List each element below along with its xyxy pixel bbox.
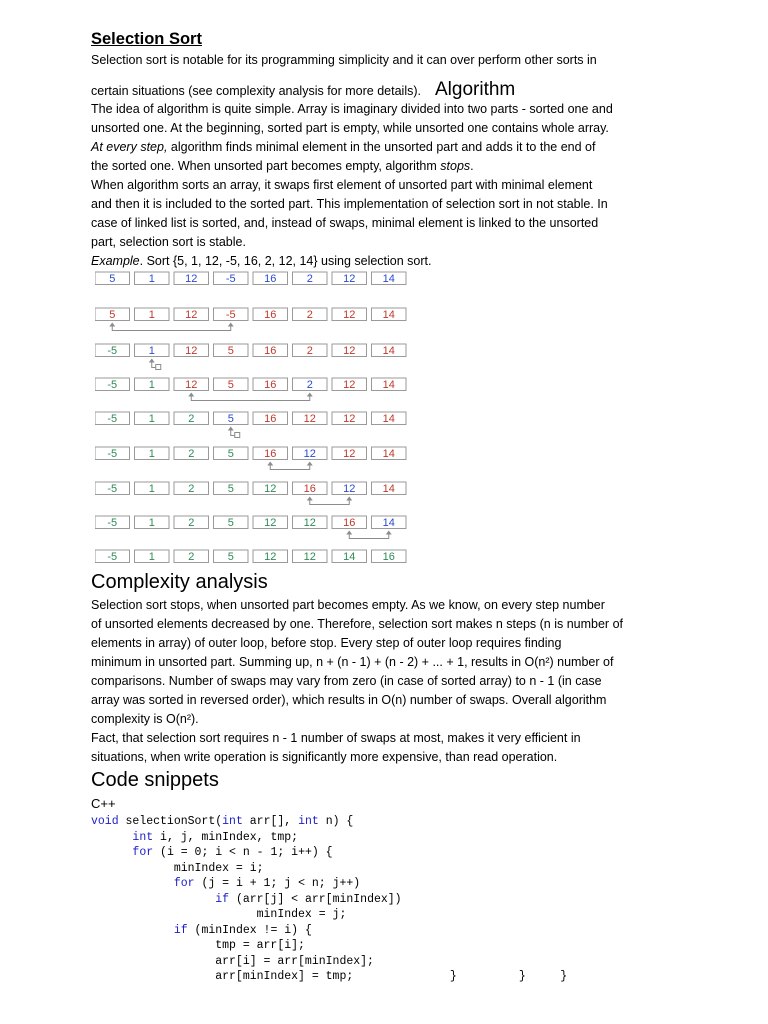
diagram-cell-value: 12 (185, 345, 198, 357)
code-line (91, 892, 567, 908)
code-line (91, 830, 567, 846)
swap-connector (191, 396, 310, 401)
diagram-cell-value: 1 (148, 483, 155, 495)
diagram-cell-value: 12 (264, 483, 277, 495)
code-line (91, 923, 567, 939)
diagram-cell-value: 12 (343, 309, 356, 321)
code-line (91, 814, 567, 830)
arrow-head-icon (307, 393, 313, 397)
algorithm-line-2: unsorted one. At the beginning, sorted part is empty, while unsorted one contains whole array. (91, 121, 609, 135)
intro-line-2-text: certain situations (see complexity analysis for more details). (91, 84, 421, 98)
diagram-cell-value: -5 (107, 345, 118, 357)
diagram-cell-value: 5 (227, 345, 234, 357)
arrow-head-icon (149, 359, 155, 363)
diagram-cell-value: 12 (343, 483, 356, 495)
diagram-cell-value: -5 (225, 273, 236, 285)
diagram-cell-value: 12 (264, 517, 277, 529)
code-keyword: if (215, 892, 230, 906)
code-text (91, 877, 174, 890)
complexity-line-5: comparisons. Number of swaps may vary from zero (in case of sorted array) to n - 1 (in case (91, 674, 602, 688)
code-text: arr[], (242, 815, 299, 828)
complexity-line-4: minimum in unsorted part. Summing up, n + (n - 1) + (n - 2) + ... + 1, results in O(n²) number of (91, 655, 614, 669)
stops-pre: the sorted one. When unsorted part becomes empty, algorithm (91, 159, 441, 173)
diagram-cell-value: 2 (188, 517, 195, 529)
arrow-head-icon (188, 393, 194, 397)
complexity-line-9: situations, when write operation is significantly more expensive, than read operation. (91, 750, 558, 764)
diagram-cell-value: 14 (382, 309, 395, 321)
swap-line-3: case of linked list is sorted, and, instead of swaps, minimal element is linked to the unsorted (91, 216, 599, 230)
diagram-cell-value: -5 (107, 517, 118, 529)
code-text: tmp = arr[i]; (91, 939, 305, 952)
code-line (91, 845, 567, 861)
code-language-label: C++ (91, 796, 116, 811)
code-keyword: void (91, 815, 119, 828)
intro-line-2 (91, 81, 515, 100)
diagram-cell-value: -5 (107, 448, 118, 460)
diagram-cell-value: 1 (148, 379, 155, 391)
code-text (91, 846, 132, 859)
code-keyword: for (132, 846, 154, 859)
diagram-cell-value: 12 (343, 345, 356, 357)
code-keyword: int (132, 830, 154, 844)
diagram-cell-value: 12 (185, 309, 198, 321)
diagram-cell-value: 16 (264, 345, 277, 357)
intro-line-1: Selection sort is notable for its programming simplicity and it can over perform other sorts in (91, 53, 597, 67)
arrow-head-icon (346, 497, 352, 501)
diagram-cell-value: 2 (188, 413, 195, 425)
complexity-line-7: complexity is O(n²). (91, 712, 199, 726)
algorithm-heading: Algorithm (435, 79, 516, 100)
diagram-cell-value: 12 (185, 379, 198, 391)
diagram-cell-value: 12 (343, 413, 356, 425)
diagram-cell-value: 14 (382, 483, 395, 495)
diagram-cell-value: 1 (148, 551, 155, 563)
code-block (91, 814, 567, 985)
code-line (91, 938, 567, 954)
arrow-head-icon (228, 427, 234, 431)
code-line (91, 907, 567, 923)
diagram-cell-value: 5 (227, 517, 234, 529)
code-heading: Code snippets (91, 769, 219, 791)
diagram-cell-value: 5 (227, 551, 234, 563)
diagram-cell-value: 16 (343, 517, 356, 529)
swap-connector (112, 326, 231, 331)
diagram-cell-value: 14 (382, 413, 395, 425)
code-text: (arr[j] < arr[minIndex]) (229, 892, 402, 906)
code-text (91, 924, 174, 937)
example-rest: . Sort {5, 1, 12, -5, 16, 2, 12, 14} using selection sort. (139, 254, 432, 268)
complexity-line-6: array was sorted in reversed order), which results in O(n) number of swaps. Overall algorithm (91, 693, 607, 707)
diagram-cell-value: 2 (306, 309, 313, 321)
diagram-cell-value: 12 (303, 517, 316, 529)
code-text: n) { (318, 815, 354, 828)
code-text: (j = i + 1; j < n; j++) (194, 877, 361, 890)
diagram-cell-value: -5 (107, 379, 118, 391)
arrow-head-icon (109, 323, 115, 327)
swap-line-1: When algorithm sorts an array, it swaps first element of unsorted part with minimal element (91, 178, 593, 192)
complexity-heading: Complexity analysis (91, 571, 268, 593)
diagram-cell-value: 12 (185, 273, 198, 285)
diagram-cell-value: -5 (107, 551, 118, 563)
diagram-cell-value: 12 (264, 551, 277, 563)
selection-sort-diagram (95, 268, 415, 568)
diagram-cell-value: 16 (264, 448, 277, 460)
complexity-line-1: Selection sort stops, when unsorted part becomes empty. As we know, on every step number (91, 598, 605, 612)
diagram-cell-value: 12 (343, 273, 356, 285)
swap-line-2: and then it is included to the sorted part. This implementation of selection sort in not stable. In (91, 197, 608, 211)
diagram-cell-value: 12 (303, 551, 316, 563)
code-text (91, 893, 215, 906)
diagram-cell-value: 1 (148, 309, 155, 321)
diagram-cell-value: 5 (227, 483, 234, 495)
diagram-cell-value: 16 (264, 413, 277, 425)
arrow-head-icon (346, 531, 352, 535)
stops-italic: stops (440, 159, 471, 173)
arrow-head-icon (307, 497, 313, 501)
stops-post: . (470, 159, 474, 173)
diagram-cell-value: 5 (227, 413, 234, 425)
arrow-head-icon (386, 531, 392, 535)
diagram-cell-value: 5 (227, 448, 234, 460)
every-step-rest: algorithm finds minimal element in the unsorted part and adds it to the end of (167, 140, 596, 154)
page-title: Selection Sort (91, 30, 202, 48)
diagram-cell-value: 5 (227, 379, 234, 391)
diagram-cell-value: 2 (306, 273, 313, 285)
diagram-cell-value: 16 (382, 551, 395, 563)
diagram-cell-value: 14 (382, 273, 395, 285)
arrow-head-icon (267, 462, 273, 466)
diagram-cell-value: 14 (382, 345, 395, 357)
swap-connector (310, 500, 350, 505)
code-keyword: for (173, 877, 195, 890)
code-text (91, 831, 132, 844)
complexity-line-8: Fact, that selection sort requires n - 1 number of swaps at most, makes it very efficient in (91, 731, 581, 745)
diagram-cell-value: 12 (343, 379, 356, 391)
code-line (91, 876, 567, 892)
diagram-cell-value: 14 (343, 551, 356, 563)
code-line (91, 969, 567, 985)
code-line (91, 954, 567, 970)
swap-connector (349, 534, 389, 539)
diagram-cell-value: 16 (264, 309, 277, 321)
complexity-line-2: of unsorted elements decreased by one. Therefore, selection sort makes n steps (n is number of (91, 617, 623, 631)
algorithm-line-3 (91, 139, 595, 156)
diagram-cell-value: 2 (306, 345, 313, 357)
algorithm-line-1: The idea of algorithm is quite simple. Array is imaginary divided into two parts - sorted one and (91, 102, 613, 116)
diagram-cell-value: 14 (382, 517, 395, 529)
algorithm-line-4 (91, 158, 474, 175)
diagram-cell-value: -5 (107, 413, 118, 425)
swap-line-4: part, selection sort is stable. (91, 235, 246, 249)
arrow-head-icon (307, 462, 313, 466)
every-step-italic: At every step, (91, 140, 168, 154)
swap-connector (270, 465, 310, 470)
no-swap-box-icon (156, 365, 161, 370)
diagram-cell-value: 1 (148, 517, 155, 529)
code-text: minIndex = j; (91, 908, 347, 921)
diagram-cell-value: 5 (109, 273, 116, 285)
code-keyword: if (173, 923, 188, 937)
diagram-cell-value: 14 (382, 379, 395, 391)
diagram-cell-value: 16 (264, 273, 277, 285)
code-line (91, 861, 567, 877)
diagram-cell-value: 2 (306, 379, 313, 391)
code-text: arr[i] = arr[minIndex]; (91, 954, 374, 968)
code-text: i, j, minIndex, tmp; (153, 830, 299, 844)
diagram-cell-value: 12 (303, 448, 316, 460)
diagram-cell-value: 1 (148, 345, 155, 357)
diagram-cell-value: 1 (148, 413, 155, 425)
code-text: arr[minIndex] = tmp; } } } (91, 970, 568, 983)
code-text: selectionSort( (118, 815, 223, 828)
example-italic: Example (91, 254, 140, 268)
complexity-line-3: elements in array) of outer loop, before stop. Every step of outer loop requires finding (91, 636, 562, 650)
diagram-cell-value: 1 (148, 448, 155, 460)
code-keyword: int (298, 815, 319, 828)
code-keyword: int (222, 815, 243, 828)
no-swap-box-icon (235, 433, 240, 438)
diagram-cell-value: 16 (303, 483, 316, 495)
diagram-cell-value: 2 (188, 483, 195, 495)
diagram-cell-value: -5 (107, 483, 118, 495)
diagram-cell-value: 2 (188, 448, 195, 460)
diagram-cell-value: -5 (225, 309, 236, 321)
code-text: (i = 0; i < n - 1; i++) { (153, 846, 333, 859)
arrow-head-icon (228, 323, 234, 327)
diagram-cell-value: 16 (264, 379, 277, 391)
code-text: (minIndex != i) { (187, 923, 312, 937)
diagram-cell-value: 12 (303, 413, 316, 425)
diagram-cell-value: 5 (109, 309, 116, 321)
diagram-cell-value: 2 (188, 551, 195, 563)
diagram-cell-value: 14 (382, 448, 395, 460)
code-text: minIndex = i; (91, 861, 264, 875)
diagram-cell-value: 12 (343, 448, 356, 460)
diagram-cell-value: 1 (148, 273, 155, 285)
